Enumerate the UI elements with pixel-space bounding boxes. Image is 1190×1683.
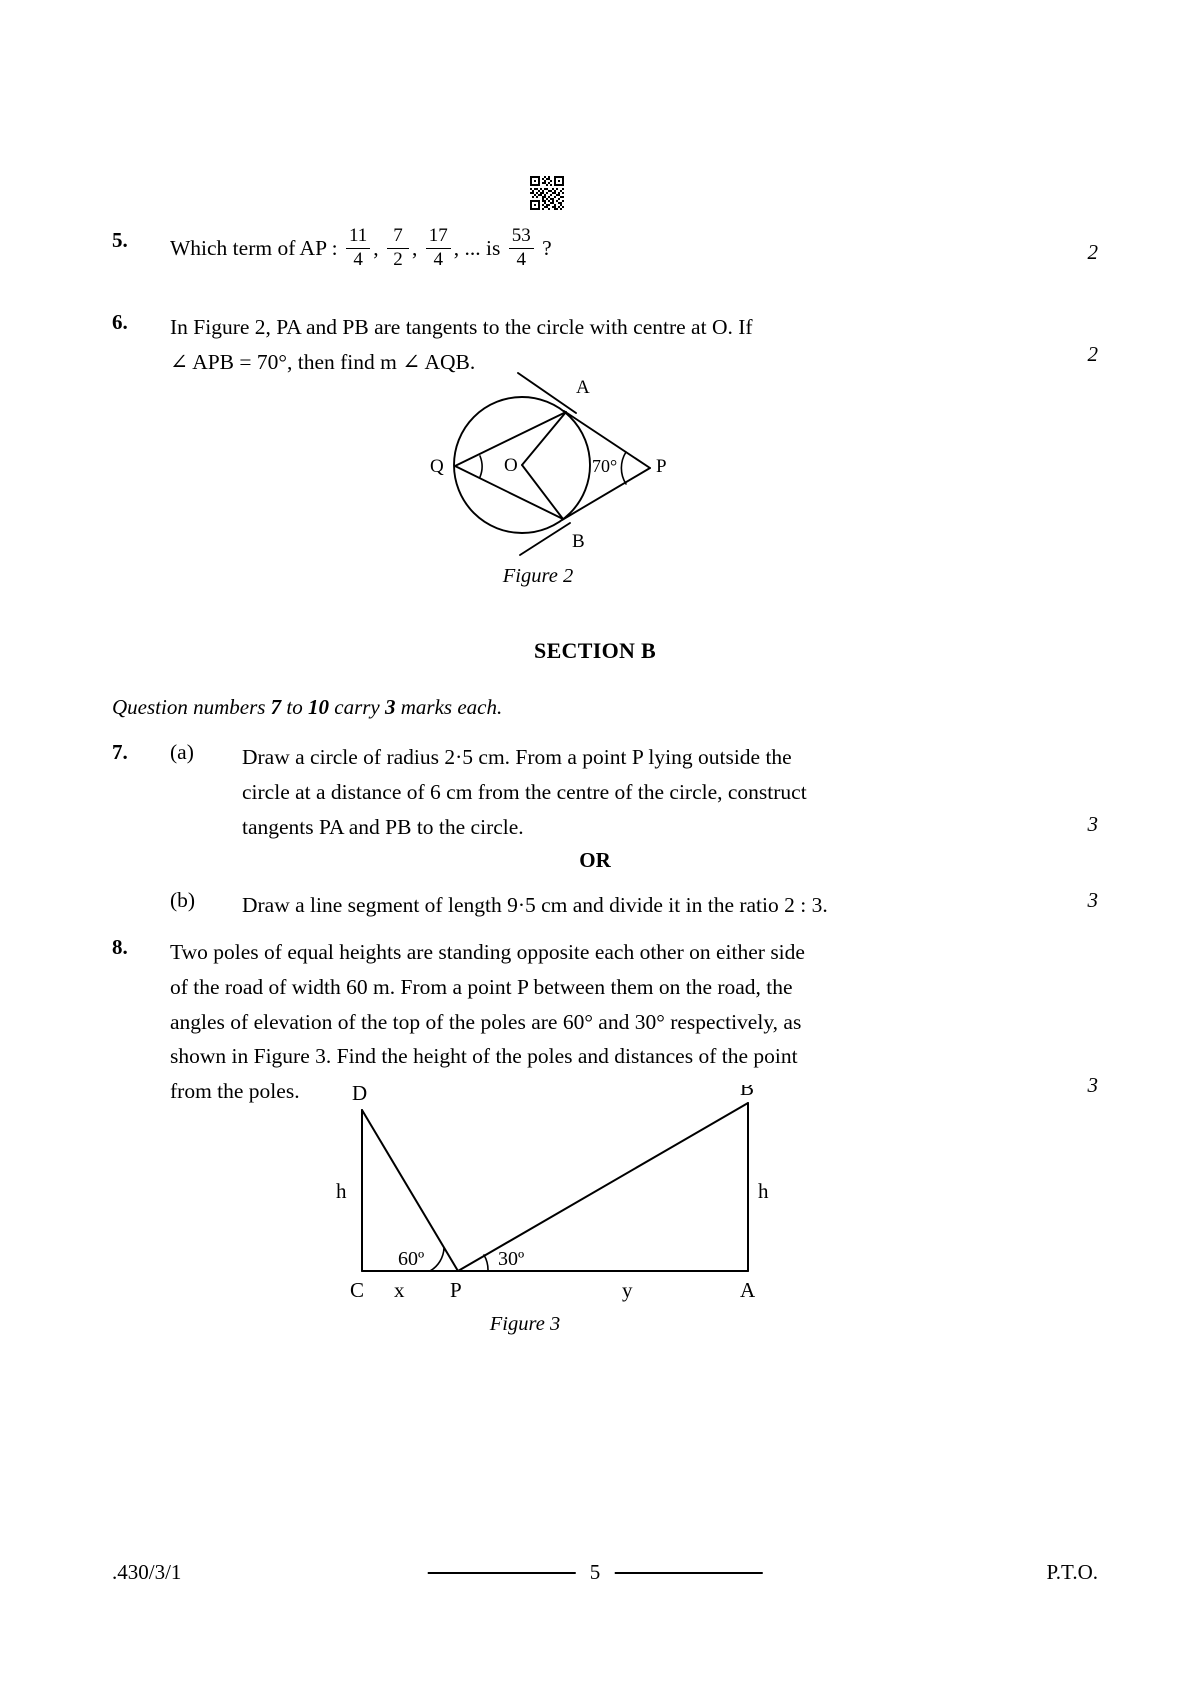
label-O: O (504, 455, 518, 476)
page-number-block (428, 1560, 763, 1585)
figure-2 (400, 365, 730, 605)
fraction-11-4: $\frac{11}{4}$ (346, 226, 370, 270)
pto-label: P.T.O. (1046, 1560, 1098, 1584)
question-8-text (170, 935, 1010, 1109)
fraction-53-4: $\frac{53}{4}$ (509, 226, 534, 270)
label-Q: Q (430, 456, 444, 477)
question-8-marks: 3 (1087, 1073, 1098, 1097)
question-6-line-2: ∠ APB = 70°, then find m ∠ AQB. (170, 349, 476, 374)
tangent-PA-extension (518, 373, 576, 413)
angle-arc-Q (480, 456, 482, 477)
question-7-part-a-text (242, 740, 1008, 844)
label-C: C (350, 1278, 365, 1302)
footer-rule-right (614, 1572, 762, 1574)
question-8-line-1: Two poles of equal heights are standing opposite each other on either side (170, 940, 805, 964)
instruction-part-4: carry (329, 695, 386, 719)
label-angle-30: 30º (498, 1248, 525, 1270)
question-7-part-b-text: Draw a line segment of length 9·5 cm and divide it in the ratio 2 : 3. (242, 893, 828, 917)
fraction-sep-2: , (412, 236, 423, 261)
page-footer (0, 1560, 1190, 1610)
figure-3-drawing (330, 1085, 800, 1315)
label-P: P (450, 1278, 462, 1302)
sight-line-PB (458, 1103, 748, 1271)
question-7a-marks: 3 (1087, 812, 1098, 836)
footer-rule-left (428, 1572, 576, 1574)
question-7-part-b-label: (b) (170, 888, 196, 912)
question-7 (112, 740, 1012, 844)
instruction-part-1: 7 (270, 695, 282, 719)
figure-3 (330, 1085, 800, 1365)
label-B: B (740, 1085, 755, 1100)
question-8 (112, 935, 1012, 1109)
label-y: y (622, 1278, 633, 1302)
tangent-PB-extension (520, 523, 570, 555)
label-A: A (740, 1278, 756, 1302)
question-5-number: 5. (112, 228, 128, 252)
question-7-part-a-label: (a) (170, 740, 194, 764)
fraction-sep-3: , ... is (453, 236, 506, 261)
label-h-right: h (758, 1179, 769, 1203)
question-8-number: 8. (112, 935, 128, 959)
label-angle-70: 70° (592, 456, 618, 476)
fraction-sep-4: ? (536, 236, 552, 261)
qr-code-icon (530, 176, 564, 210)
question-7-part-b (112, 888, 1012, 923)
label-A: A (576, 377, 590, 398)
question-8-line-4: shown in Figure 3. Find the height of the poles and distances of the point (170, 1044, 798, 1069)
question-7a-line-1: Draw a circle of radius 2·5 cm. From a point P lying outside the (242, 745, 792, 769)
label-h-left: h (336, 1179, 347, 1203)
instruction-part-2: to (281, 695, 309, 719)
instruction-part-6: marks each. (395, 695, 503, 719)
question-7a-line-2: circle at a distance of 6 cm from the centre of the circle, construct (242, 779, 807, 804)
radius-OB (522, 465, 563, 519)
angle-arc-60 (430, 1248, 444, 1271)
question-7-number: 7. (112, 740, 128, 764)
label-B: B (572, 531, 585, 552)
question-8-line-2: of the road of width 60 m. From a point P between them on the road, the (170, 974, 793, 999)
fraction-17-4: $\frac{17}{4}$ (426, 226, 451, 270)
label-angle-60: 60º (398, 1248, 425, 1270)
label-D: D (352, 1085, 368, 1105)
question-7b-marks: 3 (1087, 888, 1098, 912)
label-P: P (656, 456, 667, 477)
fraction-7-2: $\frac{7}{2}$ (387, 226, 409, 270)
figure-3-caption: Figure 3 (489, 1313, 561, 1335)
instruction-part-5: 3 (385, 695, 396, 719)
question-7-or-label: OR (579, 848, 611, 872)
question-5-prefix: Which term of AP : (170, 236, 343, 261)
angle-arc-30 (484, 1255, 488, 1271)
question-8-line-5: from the poles. (170, 1079, 300, 1104)
fraction-sep-1: , (373, 236, 385, 261)
question-5-text (170, 225, 552, 272)
question-6-line-1: In Figure 2, PA and PB are tangents to the circle with centre at O. If (170, 315, 753, 339)
label-x: x (394, 1278, 405, 1302)
question-5 (112, 225, 1012, 272)
sight-line-DP (362, 1110, 458, 1271)
figure-2-caption: Figure 2 (502, 565, 574, 587)
section-b-instruction (112, 695, 502, 720)
question-6-marks: 2 (1087, 342, 1098, 366)
figure-2-drawing (400, 365, 730, 565)
question-8-line-3: angles of elevation of the top of the poles are 60° and 30° respectively, as (170, 1009, 802, 1034)
question-5-marks: 2 (1087, 240, 1098, 264)
section-b-heading: SECTION B (534, 638, 656, 663)
question-7a-line-3: tangents PA and PB to the circle. (242, 814, 524, 839)
question-6-number: 6. (112, 310, 128, 334)
instruction-part-3: 10 (308, 695, 330, 719)
radius-OA (522, 412, 566, 465)
angle-arc-P (621, 452, 626, 484)
paper-code: .430/3/1 (112, 1560, 182, 1584)
instruction-part-0: Question numbers (112, 695, 271, 719)
page-number: 5 (589, 1560, 601, 1584)
